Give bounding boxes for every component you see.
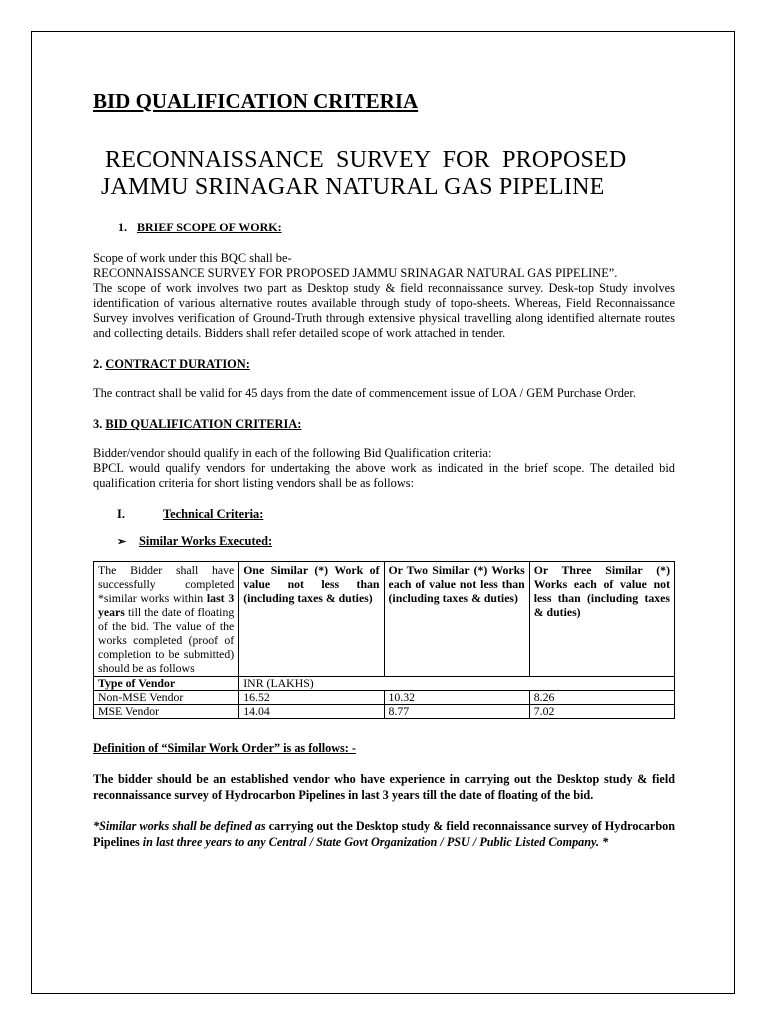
value-cell: 16.52	[239, 691, 384, 705]
value-cell: 8.77	[384, 705, 529, 719]
section-1-line-1: Scope of work under this BQC shall be-	[93, 251, 292, 265]
similar-works-label: Similar Works Executed:	[139, 534, 273, 548]
subtitle-line-2: JAMMU SRINAGAR NATURAL GAS PIPELINE	[101, 174, 605, 200]
value-cell: 7.02	[529, 705, 674, 719]
table-header-row	[94, 562, 675, 677]
section-2-number: 2.	[93, 357, 103, 371]
section-2-heading	[93, 357, 675, 372]
table-row	[94, 677, 675, 691]
section-1-body: The scope of work involves two part as Desktop study & field reconnaissance survey. Desk-top Study involves identification of various alternative routes available through study of topo-sheets. Whereas, Field Reconnaissance Survey involves verification of Ground-Truth through extensive physical travelling along identified alternate routes and collecting details. Bidders shall refer detailed scope of work attached in tender.	[93, 281, 675, 340]
value-cell: 14.04	[239, 705, 384, 719]
section-3-body: BPCL would qualify vendors for undertaking the above work as indicated in the brief scope. The detailed bid qualification criteria for short listing vendors shall be as follows:	[93, 461, 675, 490]
vendor-cell: MSE Vendor	[94, 705, 239, 719]
section-3-line-1: Bidder/vendor should qualify in each of the following Bid Qualification criteria:	[93, 446, 492, 460]
section-2-body: The contract shall be valid for 45 days from the date of commencement issue of LOA / GEM Purchase Order.	[93, 386, 636, 400]
section-3-number: 3.	[93, 417, 103, 431]
document-body	[93, 88, 675, 850]
section-1-line-2: RECONNAISSANCE SURVEY FOR PROPOSED JAMMU SRINAGAR NATURAL GAS PIPELINE”.	[93, 266, 618, 280]
section-3-heading	[93, 417, 675, 432]
vendor-cell: Non-MSE Vendor	[94, 691, 239, 705]
criteria-table	[93, 561, 675, 719]
value-cell: 8.26	[529, 691, 674, 705]
section-2-title: CONTRACT DURATION:	[105, 357, 250, 371]
technical-criteria-item	[117, 507, 675, 522]
section-1-heading	[118, 220, 675, 235]
type-of-vendor-header: Type of Vendor	[94, 677, 239, 691]
definition-paragraph: The bidder should be an established vendor who have experience in carrying out the Desktop study & field reconnaissance survey of Hydrocarbon Pipelines in last 3 years till the date of floating of the bid.	[93, 772, 675, 802]
section-1-title: BRIEF SCOPE OF WORK:	[137, 220, 282, 234]
table-row	[94, 691, 675, 705]
definition-heading: Definition of “Similar Work Order” is as follows: -	[93, 741, 356, 755]
arrow-bullet-icon: ➢	[117, 536, 127, 548]
unit-cell: INR (LAKHS)	[239, 677, 675, 691]
similar-works-item	[117, 534, 675, 549]
section-1-number: 1.	[118, 220, 127, 234]
technical-numeral: I.	[117, 507, 125, 521]
table-header-three-similar: Or Three Similar (*) Works each of value not less than (including taxes & duties)	[529, 562, 674, 677]
table-row	[94, 705, 675, 719]
subtitle-line-1: RECONNAISSANCE SURVEY FOR PROPOSED	[105, 147, 627, 173]
document-subtitle	[97, 147, 675, 201]
table-intro-cell: The Bidder shall have successfully completed *similar works within last 3 years till the date of floating of the bid. The value of the works completed (proof of completion to be submitted) should be as follows	[94, 562, 239, 677]
value-cell: 10.32	[384, 691, 529, 705]
similar-works-definition: *Similar works shall be defined as carrying out the Desktop study & field reconnaissance survey of Hydrocarbon Pipelines in last three years to any Central / State Govt Organization / PSU / Public Listed Company. *	[93, 819, 675, 849]
table-header-one-similar: One Similar (*) Work of value not less than (including taxes & duties)	[239, 562, 384, 677]
technical-criteria-label: Technical Criteria:	[163, 507, 264, 521]
section-3-title: BID QUALIFICATION CRITERIA:	[105, 417, 302, 431]
table-header-two-similar: Or Two Similar (*) Works each of value not less than (including taxes & duties)	[384, 562, 529, 677]
document-title: BID QUALIFICATION CRITERIA	[93, 89, 419, 113]
